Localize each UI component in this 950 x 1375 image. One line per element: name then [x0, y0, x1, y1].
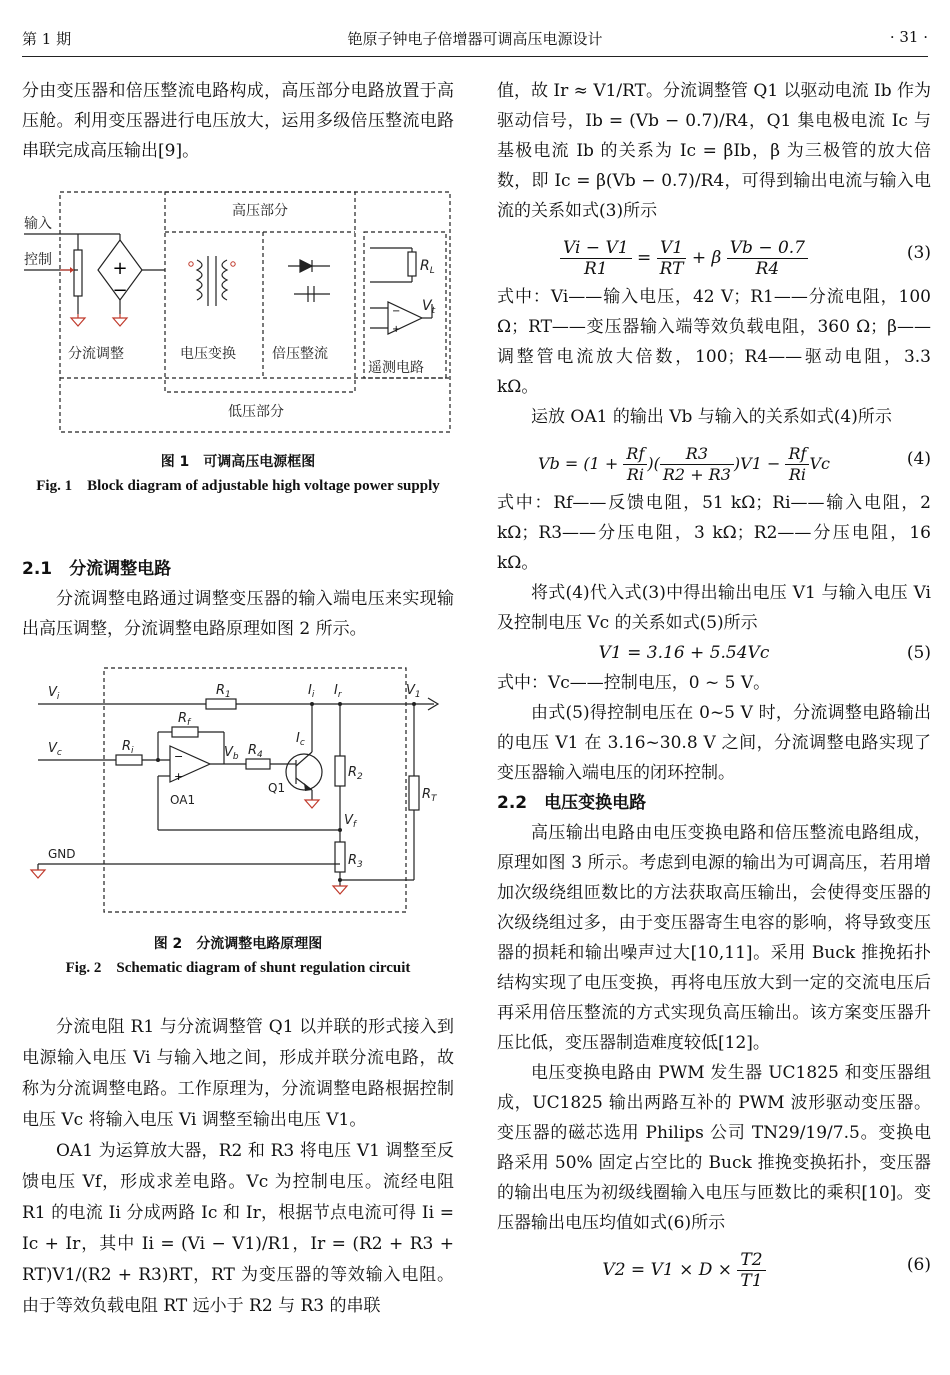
equation-3: [497, 226, 931, 282]
svg-text:Vb: [224, 745, 239, 762]
page-header: [22, 28, 928, 54]
eq4-r2r3: R2 + R3: [662, 465, 731, 484]
left-column-body: [22, 1012, 454, 1322]
fig1-vt-label: V: [422, 298, 432, 314]
high-voltage-box: [165, 192, 355, 392]
eq4-v1: V1 −: [740, 454, 781, 473]
right-column: [497, 76, 931, 1290]
eq4-one-plus: 1 +: [589, 454, 619, 473]
running-title: 铯原子钟电子倍增器可调高压电源设计: [347, 30, 603, 48]
fig2-caption-en: Fig. 2 Schematic diagram of shunt regulation circuit: [65, 960, 411, 976]
svg-text:RL: [420, 258, 435, 276]
svg-text:R3: [348, 853, 363, 870]
eq4-rf-2: Rf: [785, 444, 809, 465]
fig2-caption-cn: 图 2 分流调整电路原理图: [153, 936, 323, 952]
fig1-caption-cn: 图 1 可调高压电源框图: [160, 454, 316, 470]
fig2-ri-sub: i: [131, 746, 134, 756]
fig2-vc-label: V: [48, 741, 57, 756]
equation-6: [497, 1238, 931, 1290]
eq3-number: (3): [906, 243, 931, 263]
svg-text:−: −: [392, 306, 401, 317]
fig1-caption-en: Fig. 1 Block diagram of adjustable high voltage power supply: [36, 478, 440, 494]
fig2-vi-sub: i: [56, 692, 60, 702]
fig2-ii-sub: i: [311, 690, 315, 700]
section-2-2-heading: 2.2 电压变换电路: [497, 793, 647, 813]
eq3-rhs-den: R4: [755, 259, 780, 279]
svg-text:+: +: [174, 770, 184, 783]
svg-text:Vi: [48, 685, 60, 702]
figure-2-caption: [22, 932, 454, 980]
eq3-equals: =: [636, 248, 652, 268]
section-2-1: [22, 554, 454, 644]
fig2-r4-label: R: [248, 743, 258, 758]
paragraph-current-relation: 值，故 Ir ≈ V1/RT。分流调整管 Q1 以驱动电流 Ib 作为驱动信号，Ib = (Vb − 0.7)/R4，Q1 集电极电流 Ic 与基极电流 Ib 的关系为 Ic = βIb，β 为三极管的放大倍数，即 Ic = β(Vb − 0.7)/R4，可得到输出电流与输入电流的关系如式(3)所示: [497, 81, 931, 221]
svg-text:+: +: [112, 258, 128, 279]
fig2-vb-sub: b: [232, 752, 239, 762]
eq4-lhs: Vb =: [538, 454, 579, 473]
svg-text:V1: [406, 683, 421, 700]
fig1-telemetry-label: 遥测电路: [368, 360, 424, 376]
fig2-r3-label: R: [348, 853, 358, 868]
telemetry-box: [364, 232, 446, 378]
fig2-ic-label: I: [296, 731, 300, 746]
eq3-lhs-den: R1: [583, 259, 608, 279]
page-number: · 31 ·: [889, 28, 928, 46]
eq5-number: (5): [906, 643, 931, 663]
fig2-gnd-label: GND: [48, 847, 76, 861]
paragraph-range: 由式(5)得控制电压在 0~5 V 时，分流调整电路输出的电压 V1 在 3.16~30.8 V 之间，分流调整电路实现了变压器输入端电压的闭环控制。: [497, 703, 931, 783]
eq3-rhs-num: Vb − 0.7: [727, 238, 808, 259]
figure-2-schematic: [20, 664, 460, 924]
svg-text:Ir: [334, 683, 343, 700]
eq3-mid-fraction: [657, 238, 687, 279]
eq4-rf: Rf: [623, 444, 647, 465]
svg-text:Ri: [122, 739, 134, 756]
fig1-rl-sub: L: [429, 266, 435, 276]
section-2-1-heading: 2.1 分流调整电路: [22, 559, 172, 579]
eq5-definitions: 式中：Vc——控制电压，0 ~ 5 V。: [497, 673, 771, 693]
fig1-hv-label: 高压部分: [232, 203, 288, 219]
fig1-rl-label: R: [420, 258, 430, 274]
eq4-divider: [660, 444, 734, 485]
fig2-vf-label: V: [344, 813, 353, 828]
svg-text:Vf: [344, 813, 358, 830]
fig1-transform-label: 电压变换: [180, 346, 236, 362]
paragraph-voltage-conversion: 电压变换电路由 PWM 发生器 UC1825 和变压器组成，UC1825 输出两路互补的 PWM 波形驱动变压器。变压器的磁芯选用 Philips 公司 TN29/19/7.5。变换电路采用 50% 固定占空比的 Buck 推挽变换拓扑，变压器的输出电压为初级线圈输入电压与匝数比的乘积[10]。变压器输出电压均值如式(6)所示: [497, 1063, 931, 1233]
paragraph-shunt-description: 分流电阻 R1 与分流调整管 Q1 以并联的形式接入到电源输入电压 Vi 与输入地之间，形成并联分流电路，故称为分流调整电路。工作原理为，分流调整电路根据控制电压 Vc 将输入电压 Vi 调整至输出电压 V1。: [22, 1017, 454, 1130]
fig2-ri-label: R: [122, 739, 132, 754]
fig2-vb-label: V: [224, 745, 233, 760]
issue-number: 第 1 期: [22, 30, 72, 48]
fig1-shunt-label: 分流调整: [68, 346, 124, 362]
paragraph-oa1-description: OA1 为运算放大器，R2 和 R3 将电压 V1 调整至反馈电压 Vf，形成求差电路。Vc 为控制电压。流经电阻 R1 的电流 Ii 分成两路 Ic 和 Ir，根据节点电流可得 Ii = Ic + Ir，其中 Ii = (Vi − V1)/R1，Ir = (R2 + R3 + RT)V1/(R2 + R3)RT，RT 为变压器的等效输入电阻。由于等效负载电阻 RT 远小于 R2 与 R3 的串联: [22, 1141, 454, 1316]
fig2-rf-sub: f: [187, 718, 191, 728]
fig2-ir-label: I: [334, 683, 338, 698]
fig2-rt-label: R: [422, 787, 432, 802]
equation-4: Vb = (1 + $\frac{Rf}{Ri}$ )( $\frac{R3}{R2 + R3}$ )V1 − $\frac{Rf}{Ri}$ Vc (4): [538, 444, 931, 484]
figure-1-block-diagram: [20, 184, 460, 438]
eq3-definitions: 式中：Vi——输入电压，42 V；R1——分流电阻，100 Ω；RT——变压器输入端等效负载电阻，360 Ω；β——调整管电流放大倍数，100；R4——驱动电阻，3.3 kΩ。: [497, 287, 931, 397]
fig2-r2-sub: 2: [357, 772, 363, 782]
eq6-num: T2: [737, 1250, 765, 1271]
eq4-ri: Ri: [626, 465, 644, 484]
fig2-r3-sub: 3: [357, 860, 363, 870]
eq6-number: (6): [906, 1255, 931, 1275]
left-column: [22, 76, 454, 166]
fig2-r2-label: R: [348, 765, 358, 780]
eq3-rhs-fraction: [727, 238, 808, 279]
eq5-body: V1 = 3.16 + 5.54Vc: [598, 643, 770, 663]
fig2-ir-sub: r: [337, 690, 342, 700]
svg-text:Rf: [178, 711, 192, 728]
eq3-beta: + β: [691, 248, 722, 268]
fig2-rf-label: R: [178, 711, 188, 726]
eq6-fraction: [737, 1250, 765, 1291]
svg-text:Vc: [48, 741, 62, 758]
eq3-lhs-num: Vi − V1: [560, 238, 632, 259]
fig2-ic-sub: c: [299, 738, 305, 748]
eq4-number: (4): [906, 449, 931, 469]
eq3-mid-num: V1: [657, 238, 687, 259]
eq4-rf-ri-2: [785, 444, 809, 485]
paragraph-hv-output: 高压输出电路由电压变换电路和倍压整流电路组成，原理如图 3 所示。考虑到电源的输出为可调高压，若用增加次级绕组匝数比的方法获取高压输出，会使得变压器的次级绕组过多，由于变压器寄生电容的影响，将导致变压器的损耗和输出噪声过大[10,11]。采用 Buck 推挽拓扑结构实现了电压变换，再将电压放大到一定的交流电压后再采用倍压整流的方式实现负高压输出。该方案变压器升压比低，变压器制造难度较低[12]。: [497, 823, 931, 1053]
fig1-input-label: 输入: [24, 216, 52, 232]
figure-1-caption: [22, 450, 454, 498]
svg-text:Ii: [308, 683, 315, 700]
svg-text:−: −: [112, 280, 128, 301]
eq4-definitions: 式中：Rf——反馈电阻，51 kΩ；Ri——输入电阻，2 kΩ；R3——分压电阻，3 kΩ；R2——分压电阻，16 kΩ。: [497, 493, 931, 573]
svg-text:RT: [422, 787, 438, 804]
paragraph-oa1-output: 运放 OA1 的输出 Vb 与输入的关系如式(4)所示: [531, 407, 892, 427]
fig2-vc-sub: c: [56, 748, 62, 758]
svg-text:Vt: [422, 298, 436, 316]
section-2-1-paragraph: 分流调整电路通过调整变压器的输入端电压来实现输出高压调整，分流调整电路原理如图 2 所示。: [22, 589, 454, 639]
fig2-v1-sub: 1: [414, 690, 421, 700]
fig2-r4-sub: 4: [257, 750, 263, 760]
fig1-vt-sub: t: [431, 306, 436, 316]
eq6-lhs: V2 = V1 × D ×: [602, 1260, 732, 1280]
fig2-r1-sub: 1: [225, 690, 231, 700]
intro-paragraph: 分由变压器和倍压整流电路构成，高压部分电路放置于高压舱。利用变压器进行电压放大，运用多级倍压整流电路串联完成高压输出[9]。: [22, 81, 454, 161]
equation-5: [497, 638, 931, 668]
fig2-q1-label: Q1: [268, 781, 286, 795]
eq4-ri-2: Ri: [788, 465, 807, 484]
fig1-control-label: 控制: [24, 252, 52, 268]
fig1-multiplier-label: 倍压整流: [272, 346, 328, 362]
header-rule: [22, 56, 928, 57]
fig2-r1-label: R: [216, 683, 226, 698]
eq4-vc: Vc: [809, 454, 830, 473]
fig2-rt-sub: T: [431, 794, 437, 804]
eq6-den: T1: [740, 1271, 763, 1291]
fig2-oa1-label: OA1: [170, 793, 196, 807]
eq3-mid-den: RT: [659, 259, 684, 279]
svg-text:R4: [248, 743, 263, 760]
fig2-ii-label: I: [308, 683, 312, 698]
fig2-v1-label: V: [406, 683, 415, 698]
svg-text:Ic: [296, 731, 305, 748]
eq4-r3: R3: [660, 444, 734, 465]
eq4-rf-ri: [623, 444, 647, 485]
fig2-vi-label: V: [48, 685, 57, 700]
eq3-lhs-fraction: [560, 238, 632, 279]
fig2-vf-sub: f: [352, 820, 357, 830]
svg-text:R1: [216, 683, 231, 700]
paragraph-substitution: 将式(4)代入式(3)中得出输出电压 V1 与输入电压 Vi 及控制电压 Vc 的关系如式(5)所示: [497, 583, 931, 633]
svg-text:R2: [348, 765, 363, 782]
fig1-lv-label: 低压部分: [228, 404, 284, 420]
svg-text:+: +: [392, 324, 401, 335]
svg-text:−: −: [174, 750, 184, 763]
